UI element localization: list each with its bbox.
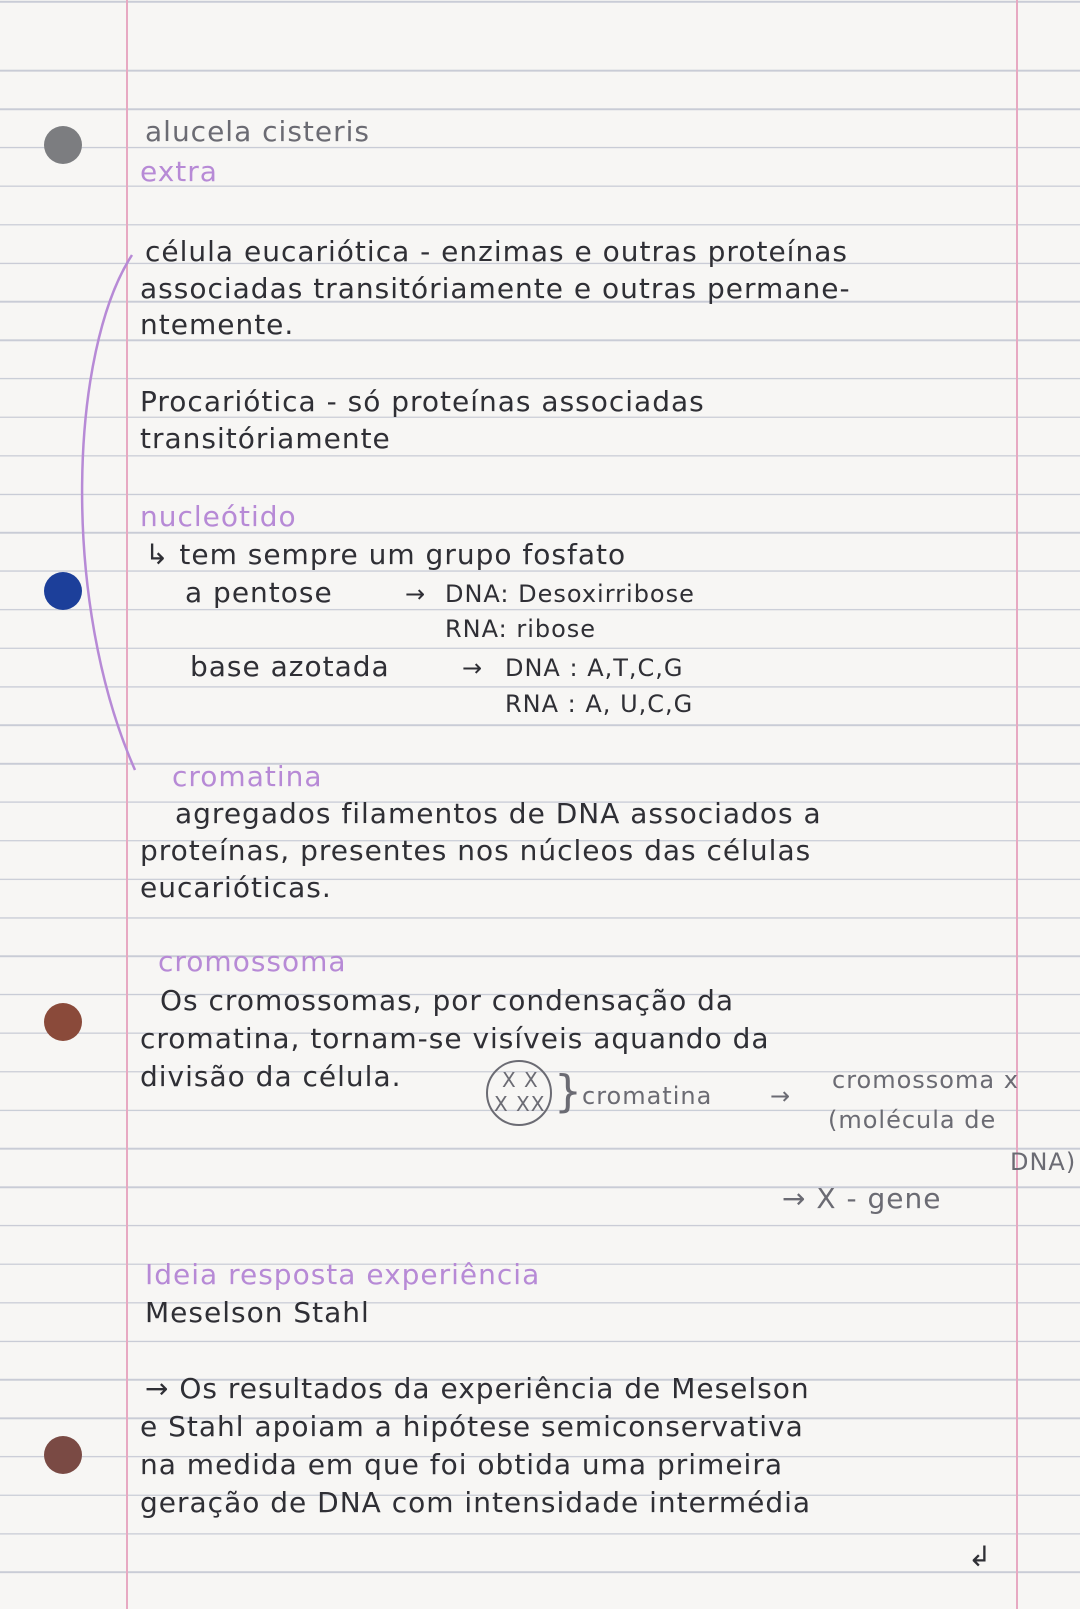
diagram-result-line-1: cromossoma x bbox=[832, 1066, 1019, 1094]
cromatina-line-2: proteínas, presentes nos núcleos das células bbox=[140, 834, 812, 867]
cromossoma-line-3: divisão da célula. bbox=[140, 1060, 402, 1093]
diagram-arrow: → bbox=[770, 1082, 792, 1110]
continuation-mark: ↲ bbox=[968, 1540, 993, 1573]
base-arrow: → bbox=[462, 654, 484, 682]
cromossoma-line-1: Os cromossomas, por condensação da bbox=[160, 984, 735, 1017]
base-dna: DNA : A,T,C,G bbox=[505, 654, 684, 682]
celula-line-2: associadas transitóriamente e outras permane- bbox=[140, 272, 851, 305]
ideia-subtitle: Meselson Stahl bbox=[145, 1296, 370, 1329]
diagram-gene-label: → X - gene bbox=[782, 1182, 942, 1215]
celula-line-1: célula eucariótica - enzimas e outras proteínas bbox=[145, 235, 848, 268]
ideia-line-1: → Os resultados da experiência de Meselson bbox=[145, 1372, 810, 1405]
diagram-brace: } bbox=[554, 1066, 583, 1117]
nucleotido-title: nucleótido bbox=[140, 500, 297, 533]
pentose-rna: RNA: ribose bbox=[445, 615, 597, 643]
diagram-cromatina-label: cromatina bbox=[582, 1082, 713, 1110]
header-label: extra bbox=[140, 155, 218, 188]
nucleotido-intro: ↳ tem sempre um grupo fosfato bbox=[145, 538, 627, 571]
procariotica-line-1: Procariótica - só proteínas associadas bbox=[140, 385, 705, 418]
celula-line-3: ntemente. bbox=[140, 308, 295, 341]
ideia-line-3: na medida em que foi obtida uma primeira bbox=[140, 1448, 783, 1481]
cromatina-line-3: eucarióticas. bbox=[140, 871, 332, 904]
circle-bottom-label: X XX bbox=[494, 1092, 546, 1116]
base-rna: RNA : A, U,C,G bbox=[505, 690, 694, 718]
circle-top-label: X X bbox=[502, 1068, 539, 1092]
cromossoma-title: cromossoma bbox=[158, 945, 347, 978]
cromossoma-line-2: cromatina, tornam-se visíveis aquando da bbox=[140, 1022, 770, 1055]
pentose-arrow: → bbox=[405, 580, 427, 608]
ideia-title: Ideia resposta experiência bbox=[145, 1258, 541, 1291]
procariotica-line-2: transitóriamente bbox=[140, 422, 391, 455]
cromatina-line-1: agregados filamentos de DNA associados a bbox=[175, 797, 822, 830]
pentose-label: a pentose bbox=[185, 576, 333, 609]
pentose-dna: DNA: Desoxirribose bbox=[445, 580, 695, 608]
ideia-line-2: e Stahl apoiam a hipótese semiconservativa bbox=[140, 1410, 804, 1443]
diagram-result-line-3: DNA) bbox=[1010, 1148, 1077, 1176]
cromatina-title: cromatina bbox=[172, 760, 323, 793]
diagram-result-line-2: (molécula de bbox=[828, 1106, 997, 1134]
header-subtitle: alucela cisteris bbox=[145, 115, 370, 148]
ideia-line-4: geração de DNA com intensidade intermédia bbox=[140, 1486, 812, 1519]
base-label: base azotada bbox=[190, 650, 390, 683]
